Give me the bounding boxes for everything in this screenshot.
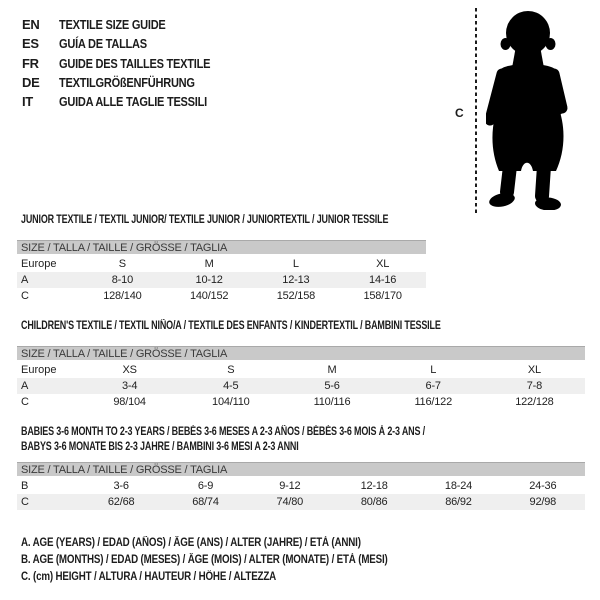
babies-size-table	[17, 462, 585, 510]
table-cell: XL	[527, 364, 541, 376]
table-cell: 12-13	[282, 274, 310, 286]
lang-code: ES	[22, 36, 39, 52]
children-size-table	[17, 346, 585, 410]
size-table-header: SIZE / TALLA / TAILLE / GRÖSSE / TAGLIA	[17, 346, 585, 360]
lang-code: DE	[22, 75, 40, 91]
lang-label: GUÍA DE TALLAS	[59, 36, 147, 52]
row-label: Europe	[21, 364, 57, 376]
table-cell: S	[227, 364, 235, 376]
title-line: BABYS 3-6 MONATE BIS 2-3 JAHRE / BAMBINI 3-6 MESI A 2-3 ANNI	[21, 441, 299, 453]
row-label: A	[21, 380, 29, 392]
lang-row-it	[22, 92, 237, 111]
children-table-title	[21, 319, 559, 334]
table-cell: 24-36	[529, 480, 557, 492]
table-row-a	[17, 378, 585, 394]
table-row-c	[17, 394, 585, 410]
lang-row-en	[22, 15, 237, 34]
table-cell: 3-6	[113, 480, 129, 492]
table-cell: 12-18	[360, 480, 388, 492]
table-cell: 14-16	[369, 274, 397, 286]
height-measure-label: C	[455, 106, 464, 120]
table-cell: XS	[122, 364, 137, 376]
lang-label: GUIDE DES TAILLES TEXTILE	[59, 55, 211, 71]
table-cell: 9-12	[279, 480, 301, 492]
junior-table-title	[21, 213, 492, 228]
table-cell: 80/86	[360, 496, 388, 508]
lang-code: EN	[22, 17, 40, 33]
table-cell: 92/98	[529, 496, 557, 508]
table-cell: L	[430, 364, 437, 376]
row-label: B	[21, 480, 29, 492]
table-cell: S	[118, 258, 126, 270]
row-label: C	[21, 290, 29, 302]
table-cell: 18-24	[444, 480, 473, 492]
row-label: C	[21, 496, 29, 508]
table-cell: 86/92	[445, 496, 472, 508]
row-label: Europe	[21, 258, 57, 270]
table-cell: 98/104	[113, 396, 146, 408]
legend-row-b	[21, 551, 452, 568]
lang-row-fr	[22, 54, 237, 73]
table-cell: M	[327, 364, 337, 376]
table-row-europe	[17, 256, 426, 272]
lang-label: TEXTILE SIZE GUIDE	[59, 17, 166, 33]
title-line: BABIES 3-6 MONTH TO 2-3 YEARS / BEBÉS 3-6 MESES A 2-3 AÑOS / BÉBÉS 3-6 MOIS À 2-3 ANS /	[21, 426, 425, 438]
table-cell: 122/128	[515, 396, 554, 408]
table-cell: 158/170	[363, 290, 402, 302]
table-row-c	[17, 288, 426, 304]
lang-row-es	[22, 34, 237, 53]
size-table-header: SIZE / TALLA / TAILLE / GRÖSSE / TAGLIA	[17, 240, 426, 254]
height-dashed-line	[475, 8, 477, 214]
lang-code: IT	[22, 94, 33, 110]
table-cell: 62/68	[107, 496, 135, 508]
lang-code: FR	[22, 55, 39, 71]
table-cell: M	[204, 258, 214, 270]
baby-silhouette-icon	[486, 8, 578, 210]
lang-label: GUIDA ALLE TAGLIE TESSILI	[59, 94, 207, 110]
legend-text: B. AGE (MONTHS) / EDAD (MESES) / ÂGE (MOIS) / ALTER (MONATE) / ETÀ (MESI)	[21, 553, 388, 566]
legend-row-c	[21, 568, 452, 585]
table-row-b	[17, 478, 585, 494]
babies-table-title	[21, 425, 539, 455]
table-cell: 6-9	[197, 480, 214, 492]
legend	[21, 534, 452, 585]
table-cell: 68/74	[192, 496, 219, 508]
table-cell: 74/80	[276, 496, 304, 508]
table-cell: 116/122	[414, 396, 452, 408]
language-list	[22, 15, 237, 111]
table-cell: 3-4	[121, 380, 138, 392]
table-cell: 10-12	[195, 274, 223, 286]
title-line: JUNIOR TEXTILE / TEXTIL JUNIOR/ TEXTILE JUNIOR / JUNIORTEXTIL / JUNIOR TESSILE	[21, 214, 389, 226]
lang-row-de	[22, 73, 237, 92]
table-row-europe	[17, 362, 585, 378]
table-cell: XL	[376, 258, 390, 270]
row-label: A	[21, 274, 29, 286]
table-cell: 8-10	[111, 274, 133, 286]
table-cell: 4-5	[223, 380, 239, 392]
table-cell: 152/158	[276, 290, 316, 302]
legend-row-a	[21, 534, 452, 551]
legend-text: C. (cm) HEIGHT / ALTURA / HAUTEUR / HÖHE / ALTEZZA	[21, 570, 277, 583]
junior-size-table	[17, 240, 426, 304]
title-line: CHILDREN'S TEXTILE / TEXTIL NIÑO/A / TEXTILE DES ENFANTS / KINDERTEXTIL / BAMBINI TESSILE	[21, 320, 441, 332]
table-cell: 128/140	[103, 290, 142, 302]
table-cell: 6-7	[425, 380, 441, 392]
table-cell: 140/152	[189, 290, 229, 302]
table-cell: L	[292, 258, 299, 270]
lang-label: TEXTILGRÖßENFÜHRUNG	[59, 75, 195, 91]
table-cell: 110/116	[313, 396, 351, 408]
legend-text: A. AGE (YEARS) / EDAD (AÑOS) / ÂGE (ANS) / ALTER (JAHRE) / ETÀ (ANNI)	[21, 536, 361, 549]
table-cell: 104/110	[212, 396, 250, 408]
table-cell: 7-8	[526, 380, 543, 392]
size-table-header: SIZE / TALLA / TAILLE / GRÖSSE / TAGLIA	[17, 462, 585, 476]
table-cell: 5-6	[324, 380, 340, 392]
table-row-c	[17, 494, 585, 510]
table-row-a	[17, 272, 426, 288]
row-label: C	[21, 396, 29, 408]
